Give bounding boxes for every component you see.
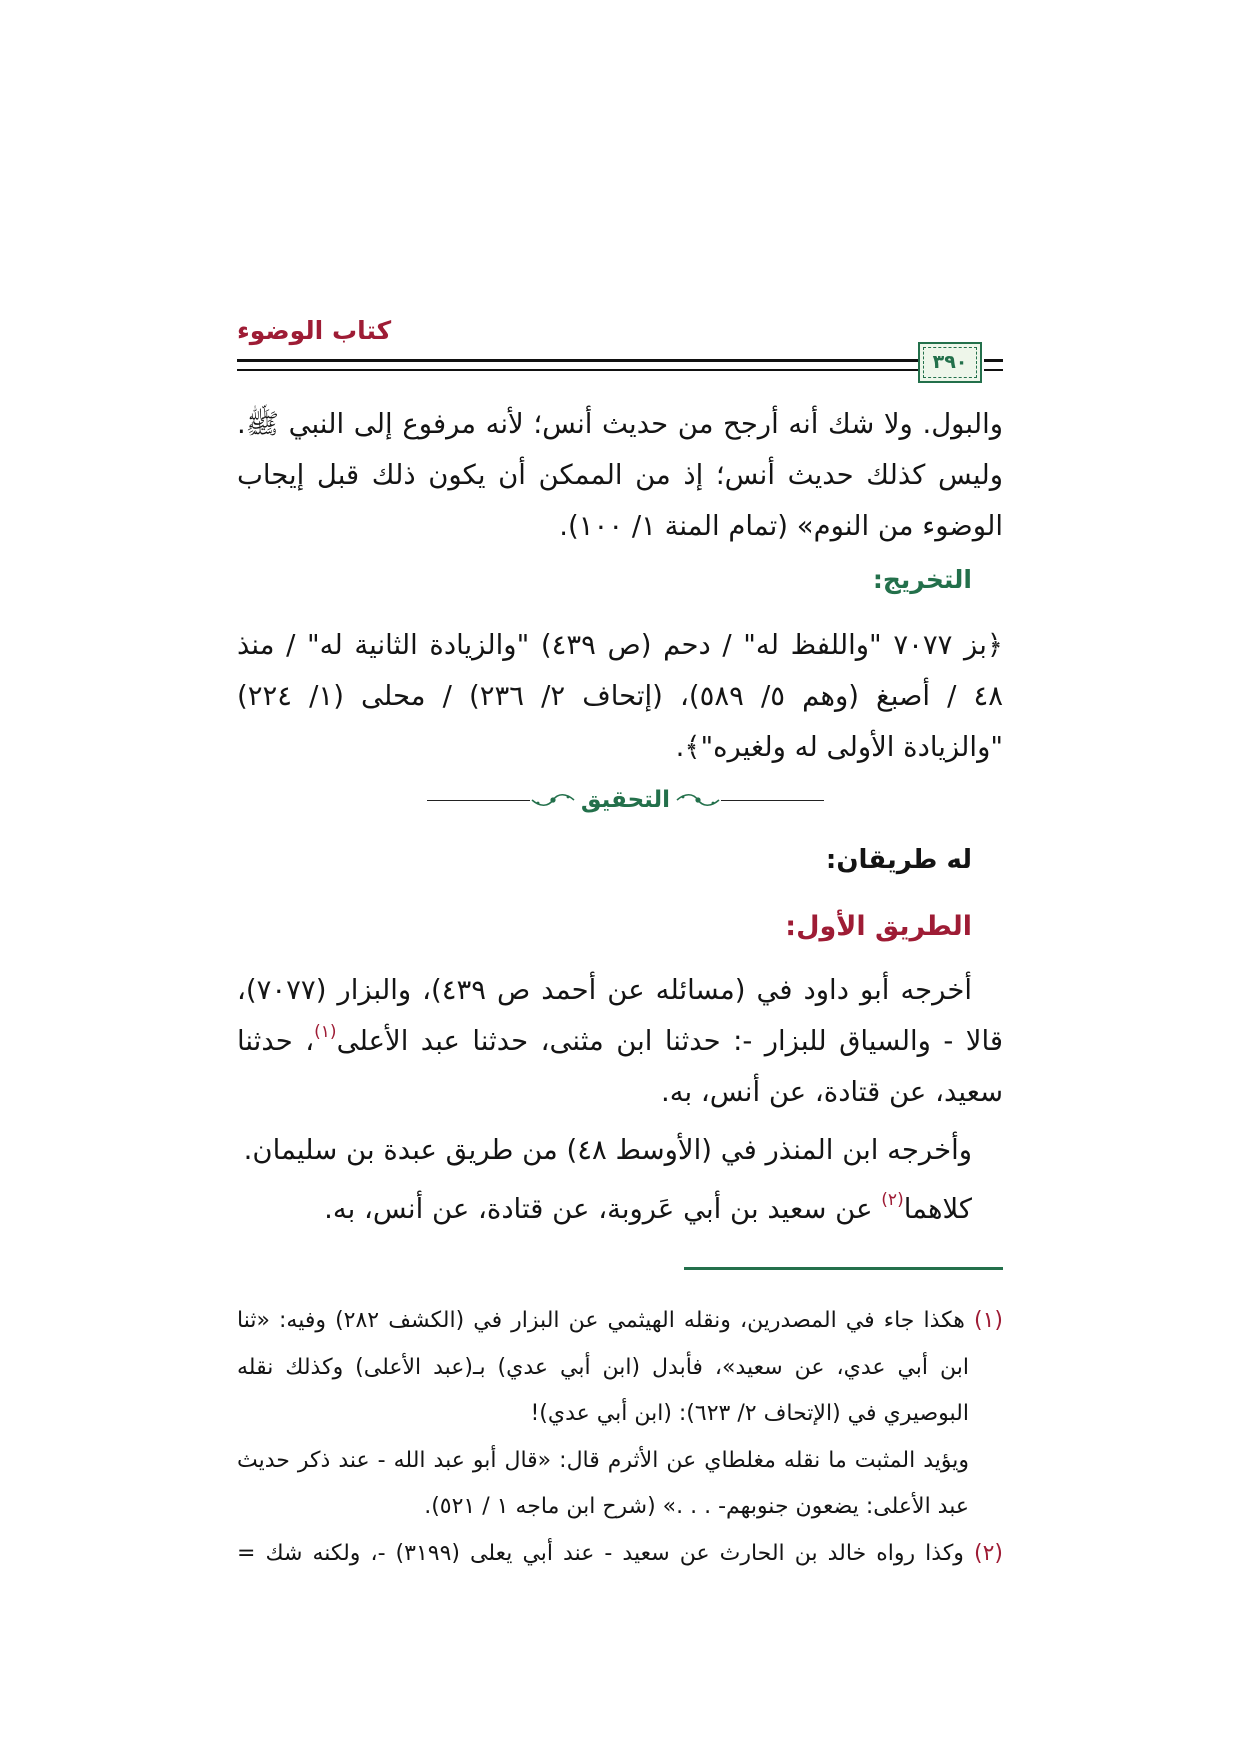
page-number-frame-inner <box>923 347 977 378</box>
footnote-1-line-3: البوصيري في (الإتحاف ٢/ ٦٢٣): (ابن أبي عدي)! <box>530 1401 969 1427</box>
section-divider <box>427 781 824 819</box>
divider-line-right <box>721 800 824 801</box>
first-route-heading: الطريق الأول: <box>785 911 972 942</box>
ornament-icon <box>530 791 576 809</box>
paragraph-1-line-2 <box>237 1016 1003 1067</box>
footnote-2-line-1 <box>237 1531 1003 1578</box>
footnote-number-2: (٢) <box>974 1540 1004 1566</box>
intro-line-3: الوضوء من النوم» (تمام المنة ١/ ١٠٠). <box>559 510 1003 542</box>
divider-label: التحقيق <box>580 787 671 813</box>
routes-count-heading: له طريقان: <box>825 845 972 875</box>
footnote-marker-2: (٢) <box>881 1190 904 1211</box>
ornament-icon <box>675 791 721 809</box>
footnote-1-text-1: هكذا جاء في المصدرين، ونقله الهيثمي عن البزار في (الكشف ٢٨٢) وفيه: «ثنا <box>237 1308 965 1333</box>
intro-line-2: وليس كذلك حديث أنس؛ إذ من الممكن أن يكون ذلك قبل إيجاب <box>237 459 1003 491</box>
routes-count-block <box>237 835 1003 885</box>
footnote-marker-1: (١) <box>314 1022 337 1043</box>
paragraph-1-line-2-text: قالا - والسياق للبزار -: حدثنا ابن مثنى، حدثنا عبد الأعلى <box>336 1025 1003 1057</box>
footnotes <box>237 1298 1003 1578</box>
page-number-frame <box>918 342 982 383</box>
intro-paragraph <box>237 399 1003 552</box>
page-number: ٣٩٠ <box>932 351 968 373</box>
paragraph-1-line-2-tail: ، حدثنا <box>237 1025 315 1057</box>
paragraph-1-line-1: أخرجه أبو داود في (مسائله عن أحمد ص ٤٣٩)، والبزار (٧٠٧٧)، <box>237 974 972 1006</box>
takhrij-line-3: "والزيادة الأولى له ولغيره"﴾. <box>675 731 1003 763</box>
footnote-1-line-1 <box>237 1298 1003 1345</box>
footnote-1-line-4: ويؤيد المثبت ما نقله مغلطاي عن الأثرم قال: «قال أبو عبد الله - عند ذكر حديث <box>237 1447 969 1473</box>
takhrij-heading-block <box>237 555 1003 605</box>
paragraph-3-line-1 <box>237 1184 1003 1235</box>
running-header-chapter-title: كتاب الوضوء <box>237 316 392 345</box>
header-rule-thick-right <box>984 359 1003 362</box>
header-rule-thick <box>237 359 918 362</box>
takhrij-line-2: ٤٨ / أصبغ (وهم ٥/ ٥٨٩)، (إتحاف ٢/ ٢٣٦) / محلى (١/ ٢٢٤) <box>237 680 1003 712</box>
intro-line-1: والبول. ولا شك أنه أرجح من حديث أنس؛ لأنه مرفوع إلى النبي ﷺ. <box>237 408 1003 440</box>
divider-line-left <box>427 800 530 801</box>
study-paragraph-3 <box>237 1184 1003 1235</box>
takhrij-block <box>237 620 1003 773</box>
study-paragraph-1 <box>237 965 1003 1118</box>
paragraph-2-line-1: وأخرجه ابن المنذر في (الأوسط ٤٨) من طريق عبدة بن سليمان. <box>243 1134 972 1166</box>
paragraph-3-tail: عن سعيد بن أبي عَروبة، عن قتادة، عن أنس، به. <box>324 1193 882 1225</box>
footnote-2-text-1: وكذا رواه خالد بن الحارث عن سعيد - عند أبي يعلى (٣١٩٩) -، ولكنه شك = <box>237 1540 964 1566</box>
takhrij-line-1: ﴿بز ٧٠٧٧ "واللفظ له" / دحم (ص ٤٣٩) "والزيادة الثانية له" / منذ <box>237 629 1003 661</box>
footnote-1-line-5: عبد الأعلى: يضعون جنوبهم- . . .» (شرح ابن ماجه ١ / ٥٢١). <box>424 1494 969 1520</box>
header-rule-thin-right <box>984 369 1003 371</box>
paragraph-3-text: كلاهما <box>903 1193 972 1225</box>
study-paragraph-2 <box>237 1125 1003 1176</box>
header-rule-thin <box>237 369 918 371</box>
footnote-number-1: (١) <box>973 1308 1003 1333</box>
footnote-1-line-2: ابن أبي عدي، عن سعيد»، فأبدل (ابن أبي عدي) بـ(عبد الأعلى) وكذلك نقله <box>237 1354 969 1380</box>
first-route-block <box>237 902 1003 952</box>
footnote-separator <box>684 1267 1003 1270</box>
takhrij-heading: التخريج: <box>872 565 972 594</box>
paragraph-1-line-3: سعيد، عن قتادة، عن أنس، به. <box>660 1076 1003 1108</box>
